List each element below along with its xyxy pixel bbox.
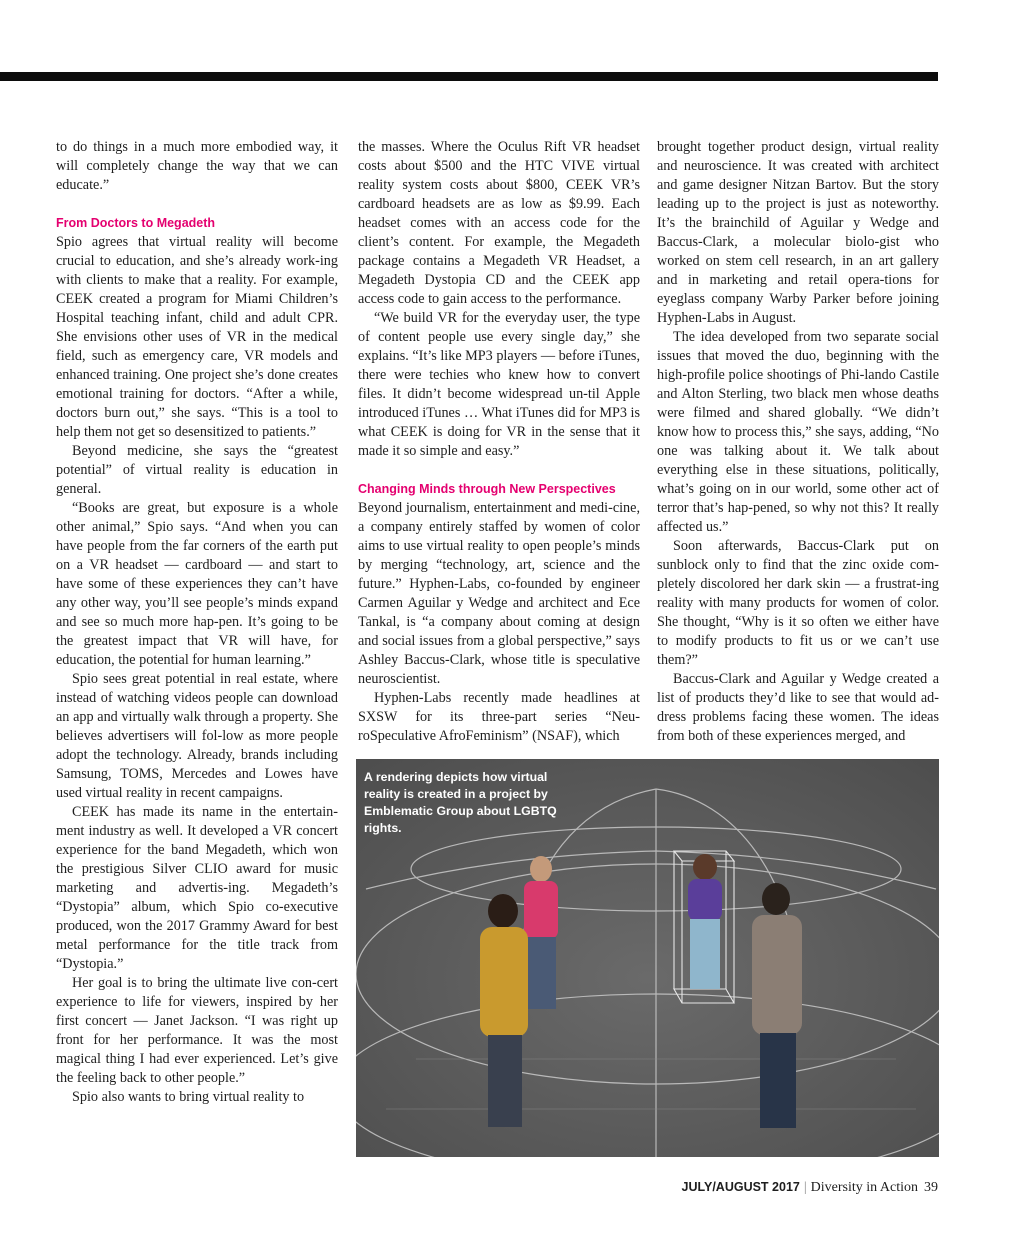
paragraph: Spio also wants to bring virtual reality to (72, 1089, 305, 1105)
paragraph: to do things in a much more embodied way, it will completely change the way that we can educate.” (56, 139, 338, 193)
paragraph: brought together product design, virtual reality and neuroscience. It was created with architect and game designer Nitzan Bartov. But the story leading up to the project is just as noteworthy. It’s the brainchild of Aguilar y Wedge and Baccus-Clark, a molecular biolo-gist who worked on stem cell research, in an art gallery and in marketing and retail opera-tions for eyeglass company Warby Parker before joining Hyphen-Labs in August. (657, 139, 939, 326)
photo-caption: A rendering depicts how virtual reality is created in a project by Emblematic Group about LGBTQ rights. (364, 770, 557, 835)
footer-separator: | (803, 1180, 807, 1195)
paragraph: Beyond medicine, she says the “greatest potential” of virtual reality is education in general. (56, 443, 338, 497)
page-number: 39 (924, 1180, 938, 1195)
paragraph: Spio agrees that virtual reality will become crucial to education, and she’s already work-ing with clients to make that a reality. For example, CEEK created a program for Miami Children’s Hospital teaching infant, child and adult CPR. She envisions other uses of VR in the medical field, such as emergency care, VR models and enhanced training. One project she’s done creates emotional training for doctors. “After a while, doctors burn out,” she says. “This is a tool to help them not get so desensitized to patients.” (56, 234, 338, 440)
paragraph: CEEK has made its name in the entertain-ment industry as well. It developed a VR concert experience for the band Megadeth, which won the prestigious Silver CLIO award for music marketing and advertis-ing. Megadeth’s “Dystopia” album, which Spio co-executive produced, won the 2017 Grammy Award for best metal performance for the title track from “Dystopia.” (56, 804, 338, 972)
vr-rendering-photo (356, 759, 939, 1157)
issue-date: JULY/AUGUST 2017 (681, 1180, 800, 1194)
page-footer (682, 1178, 938, 1197)
paragraph: “We build VR for the everyday user, the type of content people use every single day,” she explains. “It’s like MP3 players — before iTunes, there were techies who knew how to convert files. It didn’t become widespread un-til Apple introduced iTunes … What iTunes did for MP3 is what CEEK is doing for VR in the sense that it made it so simple and easy.” (358, 310, 641, 459)
paragraph: the masses. Where the Oculus Rift VR headset costs about $500 and the HTC VIVE virtual reality system costs about $800, CEEK VR’s cardboard headsets are as low as $9.99. Each headset comes with an access code for the client’s content. For example, the Megadeth package contains a Megadeth VR Headset, a Megadeth Dystopia CD and the CEEK app access code to gain access to the performance. (358, 139, 640, 307)
paragraph: Hyphen-Labs recently made headlines at SXSW for its three-part series “Neu-roSpeculative AfroFeminism” (NSAF), which (358, 690, 640, 744)
section-heading: From Doctors to Megadeth (56, 216, 216, 230)
paragraph: Beyond journalism, entertainment and medi-cine, a company entirely staffed by women of color aims to use virtual reality to open people’s minds by merging “technology, art, science and the future.” Hyphen-Labs, co-founded by engineer Carmen Aguilar y Wedge and architect and Ece Tankal, is “a company about coming at design and social issues from a global perspective,” says Ashley Baccus-Clark, whose title is speculative neuroscientist. (358, 500, 640, 687)
paragraph: The idea developed from two separate social issues that moved the duo, beginning with the high-profile police shootings of Phi-lando Castile and Alton Sterling, two black men whose deaths were filmed and shared globally. “We didn’t know how to process this,” she says, adding, “No one was talking about it. We talk about everything else in these situations, politically, what’s going on in our world, some other act of terror that’s hap-pened, so why not this? It really affected us.” (657, 329, 939, 535)
column-1 (56, 138, 338, 1107)
column-2 (358, 138, 640, 746)
paragraph: Her goal is to bring the ultimate live con-cert experience to life for viewers, inspired by her first concert — Janet Jackson. “I was right up front for her performance. It was the most magical thing I had ever experienced. Let’s give the feeling back to other people.” (56, 975, 338, 1086)
paragraph: Spio sees great potential in real estate, where instead of watching videos people can download an app and virtually walk through a property. She believes advertisers will fol-low as more people adopt the technology. Already, brands including Samsung, TOMS, Mercedes and Lowes have used virtual reality in recent campaigns. (56, 671, 338, 801)
column-3 (657, 138, 939, 746)
top-rule (0, 72, 938, 81)
paragraph: Soon afterwards, Baccus-Clark put on sunblock only to find that the zinc oxide com-pletely discolored her dark skin — a frustrat-ing reality with many products for women of color. She thought, “Why is it so often we either have to modify products to fit us or we can’t use them?” (657, 538, 939, 668)
paragraph: Baccus-Clark and Aguilar y Wedge created a list of products they’d like to see that would ad-dress problems facing these women. The ideas from both of these experiences merged, and (657, 671, 939, 744)
section-heading: Changing Minds through New Perspectives (358, 482, 616, 496)
publication-name: Diversity in Action (810, 1180, 918, 1195)
paragraph: “Books are great, but exposure is a whole other animal,” Spio says. “And when you can have people from the far corners of the earth put on a VR headset — cardboard — and start to have some of these experiences they can’t have any other way, you’ll see people’s minds expand and see so much more hap-pen. It’s going to be the greatest impact that VR will have, for education, the potential for human learning.” (56, 500, 338, 668)
